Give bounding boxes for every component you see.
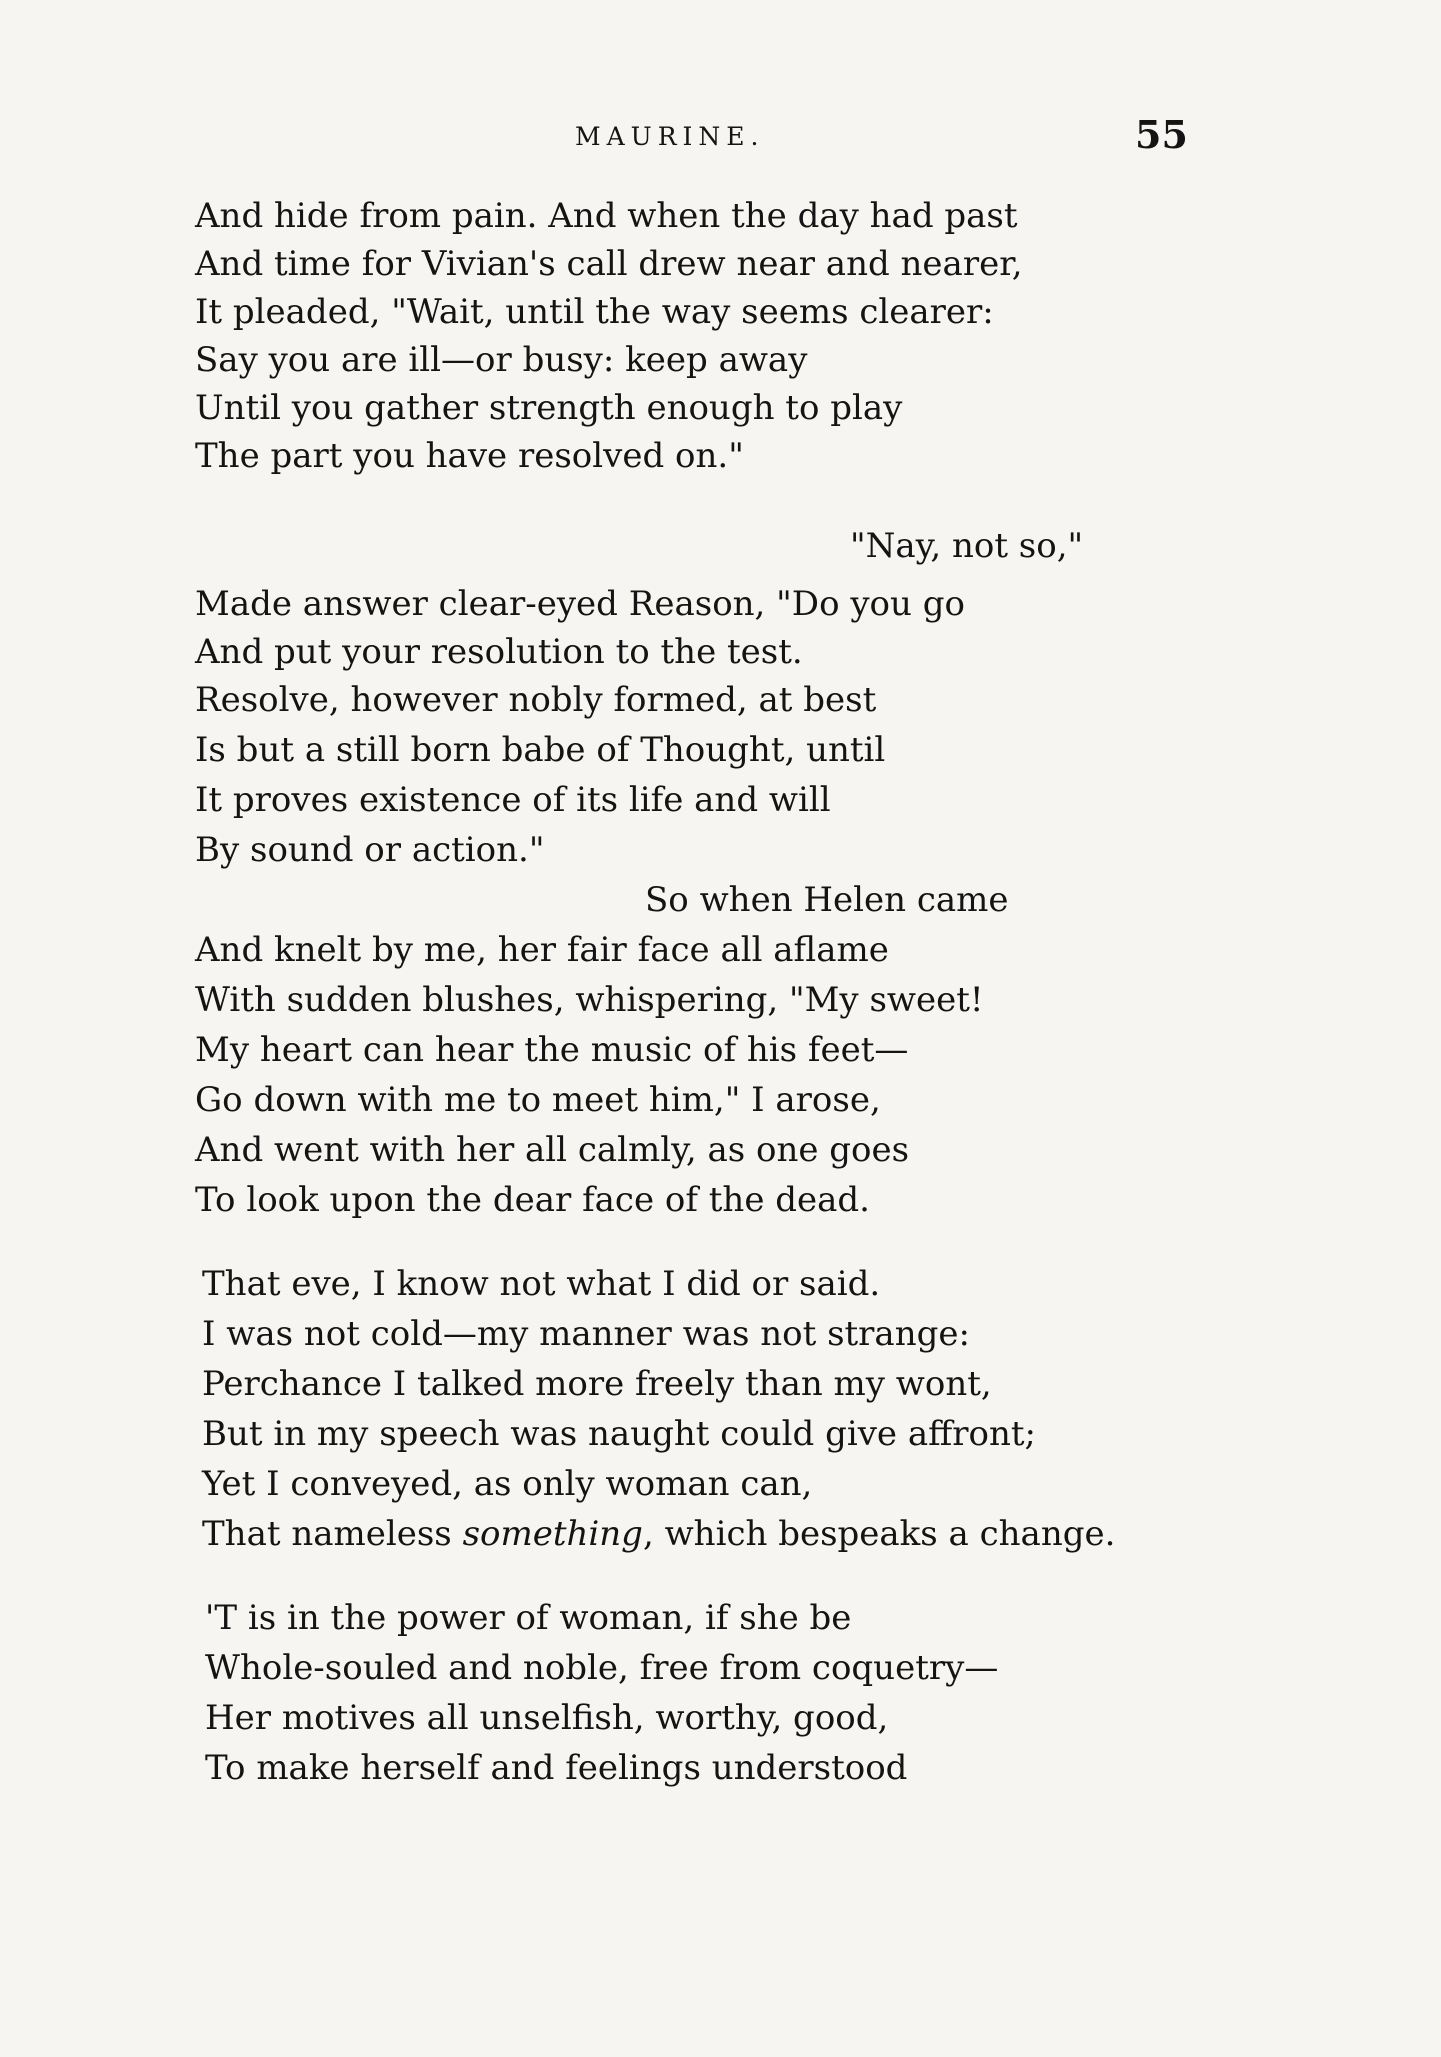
poem-line: Her motives all unselfish, worthy, good, xyxy=(205,1698,889,1738)
poem-line: Made answer clear-eyed Reason, "Do you go xyxy=(195,584,965,624)
poem-line: That eve, I know not what I did or said. xyxy=(202,1264,881,1304)
poem-line: Perchance I talked more freely than my wont, xyxy=(202,1364,992,1404)
poem-line: "Nay, not so," xyxy=(850,526,1084,566)
poem-line: It pleaded, "Wait, until the way seems clearer: xyxy=(195,292,994,332)
poem-line: But in my speech was naught could give affront; xyxy=(202,1414,1037,1454)
italic-word: something xyxy=(462,1514,643,1554)
poem-line: And went with her all calmly, as one goes xyxy=(195,1130,910,1170)
poem-line: Go down with me to meet him," I arose, xyxy=(195,1080,881,1120)
poem-line: And put your resolution to the test. xyxy=(195,632,803,672)
poem-line: Until you gather strength enough to play xyxy=(195,388,903,428)
poem-line: It proves existence of its life and will xyxy=(195,780,831,820)
poem-line: By sound or action." xyxy=(195,830,545,870)
poem-line: To make herself and feelings understood xyxy=(205,1748,908,1788)
poem-line: And time for Vivian's call drew near and nearer, xyxy=(195,244,1023,284)
poem-line: Yet I conveyed, as only woman can, xyxy=(202,1464,813,1504)
poem-line: My heart can hear the music of his feet— xyxy=(195,1030,909,1070)
poem-line: Is but a still born babe of Thought, until xyxy=(195,730,886,770)
poem-line: Say you are ill—or busy: keep away xyxy=(195,340,808,380)
poem-line: So when Helen came xyxy=(645,880,1009,920)
poem-line xyxy=(202,1512,1115,1556)
poem-line: To look upon the dear face of the dead. xyxy=(195,1180,870,1220)
poem-line: I was not cold—my manner was not strange: xyxy=(202,1314,970,1354)
poem-line-rest: , which bespeaks a change. xyxy=(642,1514,1116,1554)
poem-line: With sudden blushes, whispering, "My sweet! xyxy=(195,980,984,1020)
page-number: 55 xyxy=(1135,112,1188,157)
poem-line: 'T is in the power of woman, if she be xyxy=(205,1598,852,1638)
running-title: MAURINE. xyxy=(575,122,765,151)
poem-line-text: That nameless xyxy=(202,1514,452,1554)
poem-line: The part you have resolved on." xyxy=(195,436,744,476)
poem-line: Resolve, however nobly formed, at best xyxy=(195,680,877,720)
poem-line: And hide from pain. And when the day had past xyxy=(195,196,1018,236)
poem-line: And knelt by me, her fair face all aflame xyxy=(195,930,889,970)
poem-line: Whole-souled and noble, free from coquetry— xyxy=(205,1648,999,1688)
